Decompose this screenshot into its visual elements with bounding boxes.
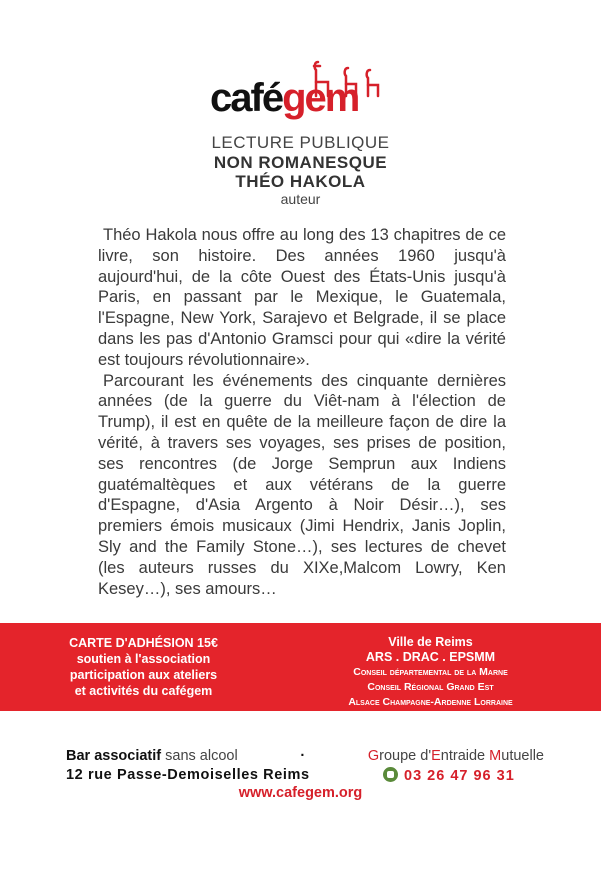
partner-line: ARS . DRAC . EPSMM (365, 650, 496, 664)
description-paragraph-2: Parcourant les événements des cinquante dernières années (de la guerre du Viêt-nam à l'élection de Trump), il est en quête de la meilleure façon de dire la vérité, à travers ses voyages, ses prises de position, ses rencontres (de Jorge Semprun aux Indiens guatémaltèques et aux vétérans de la guerre d'Espagne, d'Asia Argento à Noir Désir…), ses premiers émois musicaux (Jimi Hendrix, Janis Joplin, Sly and the Family Stone…), ses lectures de chevet (les auteurs russes du XIXe,Malcom Lowry, Ken Kesey…), ses amours… (98, 371, 506, 598)
partners-info (318, 635, 543, 710)
membership-line: et activités du cafégem (74, 684, 213, 698)
website-link[interactable]: www.cafegem.org (238, 785, 363, 801)
event-heading (0, 133, 601, 207)
event-description (98, 225, 506, 599)
partner-line: Conseil Régional Grand Est (367, 681, 494, 693)
info-band (0, 623, 601, 711)
author-role: auteur (280, 191, 321, 207)
partner-line: Alsace Champagne-Ardenne Lorraine (348, 696, 513, 708)
author-name: THÉO HAKOLA (235, 172, 366, 191)
bar-label: Bar associatif (66, 748, 162, 764)
logo-cafe: café (210, 76, 283, 120)
phone-number[interactable]: 03 26 47 96 31 (404, 768, 515, 784)
event-genre: NON ROMANESQUE (213, 153, 388, 172)
sans-alcool-label: sans alcool (165, 748, 238, 764)
membership-line: participation aux ateliers (69, 668, 218, 682)
partner-line: Ville de Reims (388, 635, 473, 649)
phone-icon (383, 767, 398, 782)
gem-full-name: Groupe d'Entraide Mutuelle (367, 748, 544, 764)
association-tagline (66, 748, 544, 764)
cafegem-logo (210, 60, 390, 122)
description-paragraph-1: Théo Hakola nous offre au long des 13 chapitres de ce livre, son histoire. Des années 1960 jusqu'à aujourd'hui, de la côte Ouest des États-Unis jusqu'à Paris, en passant par le Mexique, le Guatemala, l'Espagne, New York, Sarajevo et Belgrade, il se place dans les pas d'Antonio Gramsci pour qui «dire la vérité est toujours révolutionnaire». (98, 226, 506, 369)
membership-line: soutien à l'association (76, 652, 211, 666)
logo-gem: gem (282, 76, 359, 120)
separator-dot: · (300, 748, 306, 764)
event-type: LECTURE PUBLIQUE (211, 133, 390, 152)
partner-line: Conseil départemental de la Marne (353, 666, 508, 678)
membership-info (56, 635, 231, 699)
membership-line: CARTE D'ADHÉSION 15€ (69, 636, 218, 650)
address: 12 rue Passe-Demoiselles Reims (66, 767, 310, 783)
